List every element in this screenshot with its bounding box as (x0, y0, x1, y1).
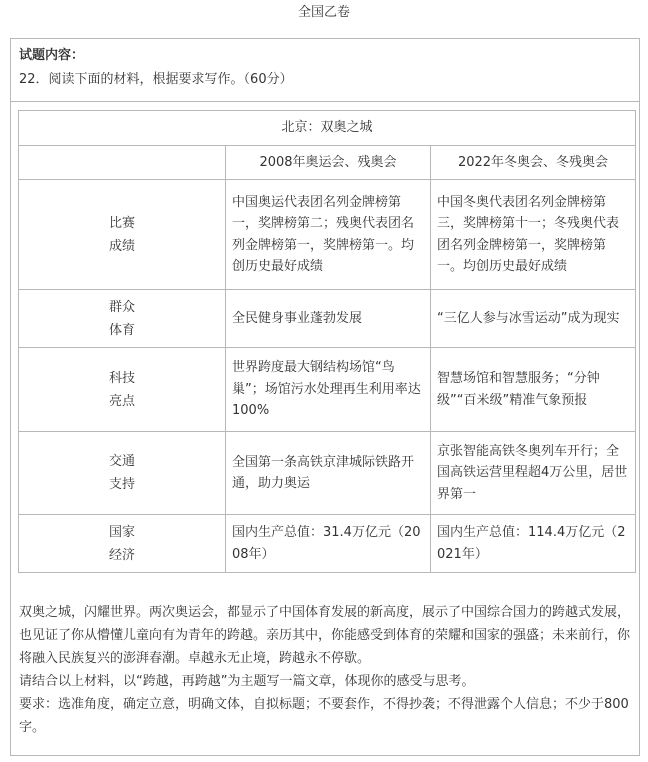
table-row (19, 348, 636, 432)
paragraph-requirements: 要求：选准角度，确定立意，明确文体，自拟标题；不要套作，不得抄袭；不得泄露个人信息；不少于800字。 (19, 697, 629, 735)
table-row (19, 515, 636, 573)
table-header-2022: 2022年冬奥会、冬残奥会 (431, 146, 636, 180)
question-container (10, 38, 640, 756)
row-label-line: 亮点 (108, 393, 135, 409)
question-header (11, 39, 639, 102)
table-row (19, 180, 636, 290)
row-label (19, 348, 226, 432)
row-label-line: 经济 (108, 547, 135, 563)
table-header-empty (19, 146, 226, 180)
table-row (19, 290, 636, 348)
row-label-line: 支持 (108, 477, 135, 492)
table-row (19, 432, 636, 515)
section-label: 试题内容： (19, 48, 85, 63)
cell-2022: 中国冬奥代表团名列金牌榜第三，奖牌榜第十一；冬残奥代表团名列金牌榜第一，奖牌榜第一。均创历史最好成绩 (431, 180, 636, 290)
cell-2008: 全民健身事业蓬勃发展 (226, 290, 431, 348)
paragraph-task: 请结合以上材料，以“跨越，再跨越”为主题写一篇文章，体现你的感受与思考。 (19, 674, 475, 689)
question-prompt: 22．阅读下面的材料，根据要求写作。（60分） (19, 72, 293, 87)
cell-2022: 国内生产总值：114.4万亿元（2021年） (431, 515, 636, 573)
paragraph-main: 双奥之城，闪耀世界。两次奥运会，都显示了中国体育发展的新高度，展示了中国综合国力的跨越式发展，也见证了你从懵懂儿童向有为青年的跨越。亲历其中，你能感受到体育的荣耀和国家的强盛；未来前行，你将融入民族复兴的澎湃春潮。卓越永无止境，跨越永不停歇。 (19, 605, 631, 666)
page-title: 全国乙卷 (297, 5, 350, 20)
table-caption: 北京：双奥之城 (19, 111, 636, 146)
row-label (19, 180, 226, 290)
cell-2008: 中国奥运代表团名列金牌榜第一，奖牌榜第二；残奥代表团名列金牌榜第一，奖牌榜第一。均创历史最好成绩 (226, 180, 431, 290)
cell-2008: 全国第一条高铁京津城际铁路开通，助力奥运 (226, 432, 431, 515)
cell-2008: 世界跨度最大钢结构场馆“鸟巢”；场馆污水处理再生利用率达100% (226, 348, 431, 432)
material-table (18, 110, 636, 573)
cell-2008: 国内生产总值：31.4万亿元（2008年） (226, 515, 431, 573)
row-label-line: 国家 (108, 524, 135, 540)
row-label (19, 432, 226, 515)
row-label-line: 体育 (108, 322, 135, 338)
essay-prompt-text (19, 601, 631, 739)
row-label-line: 群众 (108, 299, 135, 315)
cell-2022: “三亿人参与冰雪运动”成为现实 (431, 290, 636, 348)
table-caption-row (19, 111, 636, 146)
row-label-line: 比赛 (108, 215, 135, 231)
cell-2022: 智慧场馆和智慧服务；“分钟级”“百米级”精准气象预报 (431, 348, 636, 432)
row-label (19, 290, 226, 348)
material-table-wrapper (18, 110, 635, 573)
row-label-line: 交通 (108, 454, 135, 469)
row-label (19, 515, 226, 573)
table-header-row (19, 146, 636, 180)
row-label-line: 成绩 (108, 238, 135, 254)
cell-2022: 京张智能高铁冬奥列车开行；全国高铁运营里程超4万公里，居世界第一 (431, 432, 636, 515)
row-label-line: 科技 (108, 370, 135, 386)
table-header-2008: 2008年奥运会、残奥会 (226, 146, 431, 180)
